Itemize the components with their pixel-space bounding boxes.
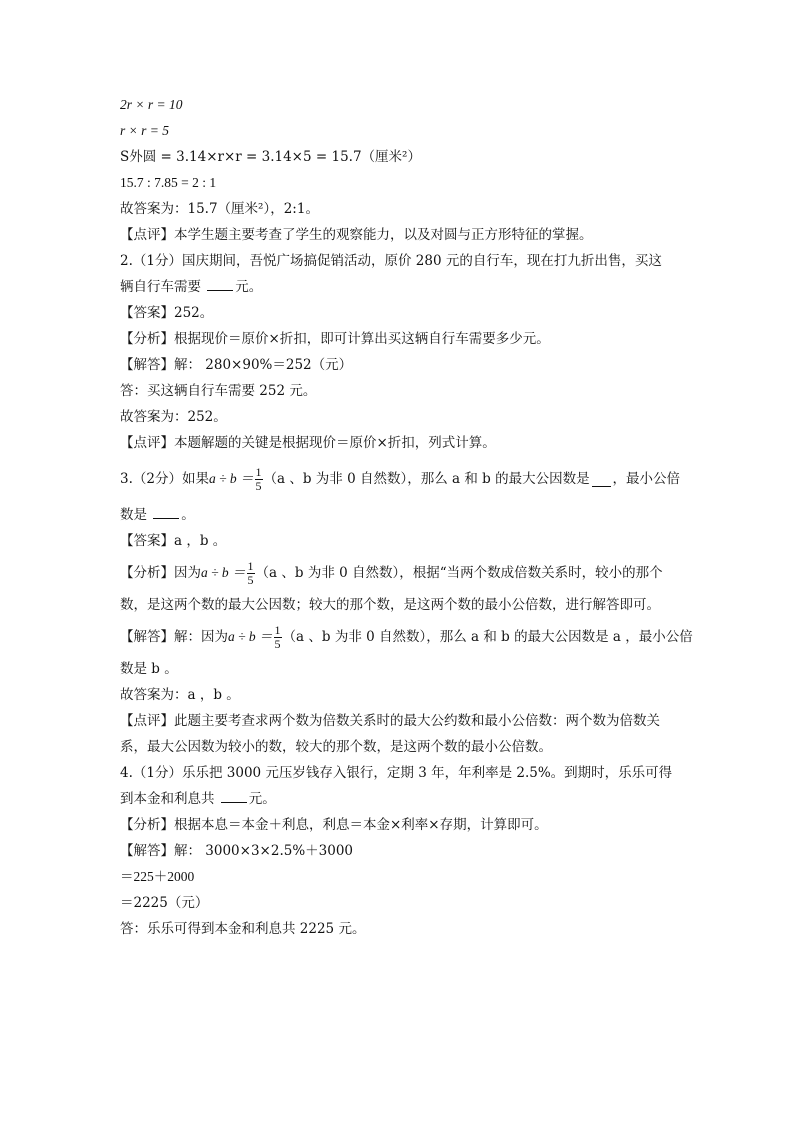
reply-line: 答：乐乐可得到本金和利息共 2225 元。 xyxy=(120,921,366,937)
text: 【分析】因为 xyxy=(120,565,201,581)
text: 元。 xyxy=(235,279,263,295)
fraction-numerator: 1 xyxy=(274,622,281,637)
answer-summary-line: 故答案为：252。 xyxy=(120,409,227,425)
solution-line: 【解答】解： 280×90%＝252（元） xyxy=(120,357,353,373)
answer-blank xyxy=(153,504,179,519)
answer-summary-line: 故答案为：a ，b 。 xyxy=(120,687,240,703)
text: （a 、b 为非 0 自然数），那么 a 和 b 的最大公因数是 a ，最小公倍 xyxy=(282,629,693,645)
math-expression: a ÷ b ＝ xyxy=(201,565,246,580)
question-4-text: 4.（1分）乐乐把 3000 元压岁钱存入银行，定期 3 年，年利率是 2.5%。到期时，乐乐可得 xyxy=(120,765,673,781)
text: （a 、b 为非 0 自然数），根据“当两个数成倍数关系时，较小的那个 xyxy=(255,565,663,581)
answer-line: 故答案为：15.7（厘米²），2:1。 xyxy=(120,201,319,217)
text: 辆自行车需要 xyxy=(120,279,206,295)
question-4-text-cont xyxy=(120,786,680,812)
math-expression: a ÷ b ＝ xyxy=(228,629,273,644)
text: 到本金和利息共 xyxy=(120,791,219,807)
fraction xyxy=(255,466,263,493)
analysis-line: 数，是这两个数的最大公因数；较大的那个数，是这两个数的最小公倍数，进行解答即可。 xyxy=(120,597,660,613)
solution-line: 【解答】解： 3000×3×2.5%＋3000 xyxy=(120,843,354,859)
equation-line: r × r = 5 xyxy=(120,123,169,138)
question-2-text-cont xyxy=(120,274,680,300)
comment-line: 【点评】此题主要考查求两个数为倍数关系时的最大公约数和最小公倍数：两个数为倍数关 xyxy=(120,713,660,729)
question-3-text-cont xyxy=(120,502,680,528)
text: 。 xyxy=(181,507,195,523)
solution-line: 数是 b 。 xyxy=(120,661,178,677)
solution-line: ＝2225（元） xyxy=(120,895,209,911)
document-body xyxy=(120,92,693,942)
comment-line: 系，最大公因数为较小的数，较大的那个数，是这两个数的最小公倍数。 xyxy=(120,739,552,755)
fraction-denominator: 5 xyxy=(274,636,281,651)
analysis-line: 【分析】根据现价＝原价×折扣，即可计算出买这辆自行车需要多少元。 xyxy=(120,331,550,347)
solution-line: ＝225＋2000 xyxy=(120,869,195,884)
math-expression: a ÷ b ＝ xyxy=(208,471,254,486)
analysis-line xyxy=(120,554,680,592)
comment-line: 【点评】本题解题的关键是根据现价＝原价×折扣，列式计算。 xyxy=(120,435,496,451)
answer-line: 【答案】252。 xyxy=(120,305,214,321)
equation-line: 2r × r = 10 xyxy=(120,97,183,112)
question-3-text xyxy=(120,460,680,498)
text: （a 、b 为非 0 自然数），那么 a 和 b 的最大公因数是 xyxy=(263,471,590,487)
answer-blank xyxy=(592,472,611,487)
text: ，最小公倍 xyxy=(612,471,680,487)
fraction-numerator: 1 xyxy=(247,558,254,573)
text: 数是 xyxy=(120,507,152,523)
text: 【解答】解：因为 xyxy=(120,629,228,645)
answer-line: 【答案】a ，b 。 xyxy=(120,533,227,549)
analysis-line: 【分析】根据本息＝本金＋利息，利息＝本金×利率×存期，计算即可。 xyxy=(120,817,548,833)
fraction xyxy=(247,560,255,587)
answer-blank xyxy=(221,788,247,803)
comment-line: 【点评】本学生题主要考查了学生的观察能力，以及对圆与正方形特征的掌握。 xyxy=(120,227,593,243)
equation-line: 15.7 : 7.85 = 2 : 1 xyxy=(120,175,217,190)
solution-line xyxy=(120,618,693,656)
text: 3.（2分）如果 xyxy=(120,471,209,487)
fraction-denominator: 5 xyxy=(255,478,262,493)
question-2-text: 2.（1分）国庆期间，吾悦广场搞促销活动，原价 280 元的自行车，现在打九折出售，买这 xyxy=(120,253,662,269)
equation-line: S外圆 = 3.14×r×r = 3.14×5 = 15.7（厘米²） xyxy=(120,149,421,165)
fraction-denominator: 5 xyxy=(247,572,254,587)
text: 元。 xyxy=(248,791,276,807)
answer-blank xyxy=(207,276,233,291)
fraction xyxy=(274,624,282,651)
reply-line: 答：买这辆自行车需要 252 元。 xyxy=(120,383,317,399)
fraction-numerator: 1 xyxy=(255,464,262,479)
